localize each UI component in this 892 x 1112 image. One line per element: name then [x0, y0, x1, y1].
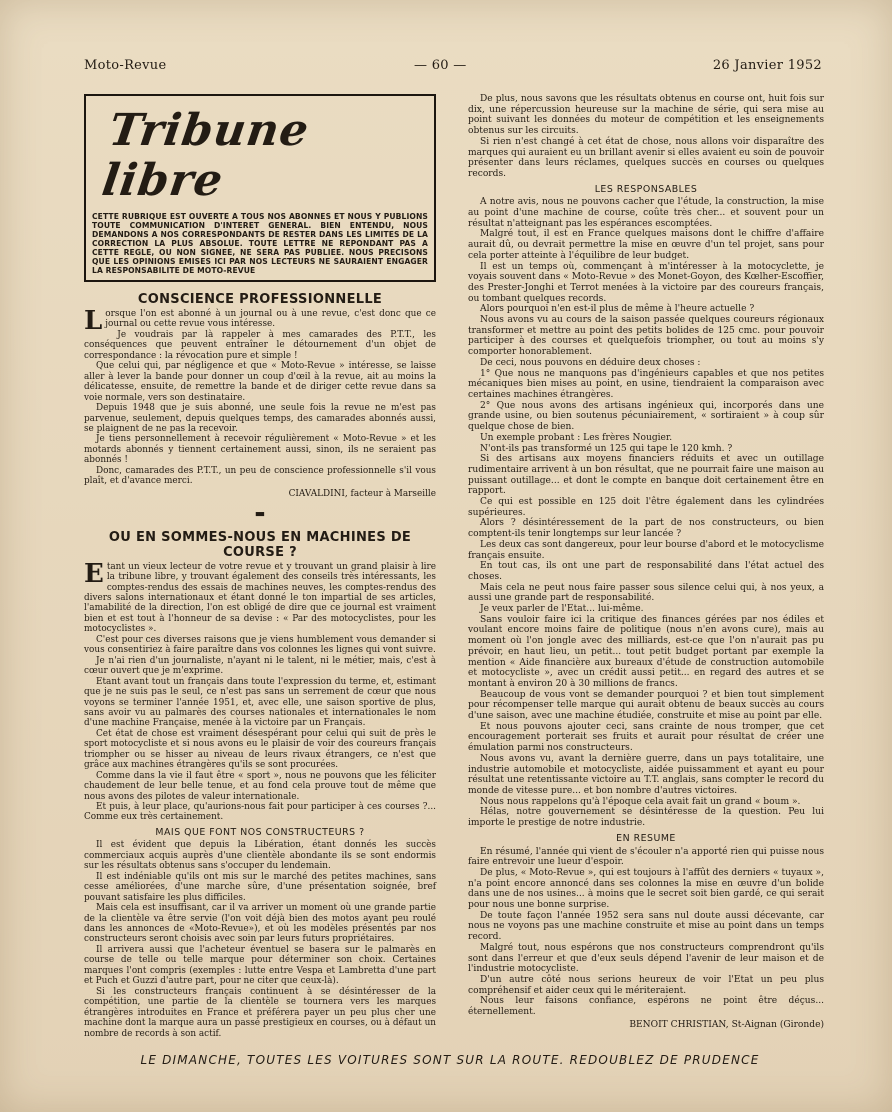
paragraph: Mais cela ne peut nous faire passer sous silence celui qui, à nos yeux, a aussi une grande part de responsabilité.	[468, 582, 824, 604]
paragraph: De toute façon l'année 1952 sera sans nul doute aussi décevante, car nous ne voyons pas une machine construite et mise au point dans un temps record.	[468, 910, 824, 943]
page-number: — 60 —	[414, 58, 467, 73]
paragraph: Hélas, notre gouvernement se désintéresse de la question. Peu lui importe le prestige de notre industrie.	[468, 807, 824, 829]
article2-title: OU EN SOMMES-NOUS EN MACHINES DE COURSE ?	[108, 529, 412, 560]
paragraph: De plus, « Moto-Revue », qui est toujours à l'affût des derniers « tuyaux », n'a point encore annoncé dans ses colonnes la mise en œuvre d'un bolide dans une de nos usines... à moins que le secret soit bien gardé, ce qui serait pour nous une bonne surprise.	[468, 867, 824, 911]
paragraph: Comme dans la vie il faut être « sport », nous ne pouvons que les féliciter chaudement de leur belle tenue, et au fond cela prouve tout de même que nous avons des pilotes de valeur internationale.	[84, 770, 436, 802]
paragraph: Etant un vieux lecteur de votre revue et y trouvant un grand plaisir à lire la tribune libre, y trouvant également des conseils très intéressants, les comptes-rendus des essais de machines neuves, les comptes-rendus des divers salons internationaux et étant donné le ton impartial de ses articles, l'amabilité de la direction, l'on est obligé de dire que ce journal est vraiment bien et est tout à l'honneur de sa devise : « Par des motocyclistes, pour les motocyclistes ».	[84, 558, 436, 635]
paragraph: Depuis 1948 que je suis abonné, une seule fois la revue ne m'est pas parvenue, seulement, depuis quelques temps, des camarades abonnés aussi, se plaignent de ne pas la recevoir.	[84, 403, 436, 434]
paragraph: Nous nous rappelons qu'à l'époque cela avait fait un grand « boum ».	[480, 796, 801, 807]
article1-title: CONSCIENCE PROFESSIONNELLE	[137, 292, 383, 307]
paragraph: Lorsque l'on est abonné à un journal ou à une revue, c'est donc que ce journal ou cette revue vous intéresse.	[84, 306, 436, 336]
paragraph: De ceci, nous pouvons en déduire deux choses :	[480, 357, 701, 368]
paragraph: Si les constructeurs français continuent à se désintéresser de la compétition, une partie de la clientèle se tournera vers les marques étrangères introduites en France et préférera payer un peu plus cher une machine dont la marque aura un passé prestigieux en courses, ou à défaut un nombre de records à son actif.	[84, 986, 436, 1039]
article1-signature: CIAVALDINI, facteur à Marseille	[288, 488, 436, 499]
paragraph: De plus, nous savons que les résultats obtenus en course ont, huit fois sur dix, une répercussion heureuse sur la machine de série, qui sera mise au point suivant les données du moteur de compétition et les enseignements obtenus sur les circuits.	[468, 94, 824, 137]
subheading: MAIS QUE FONT NOS CONSTRUCTEURS ?	[155, 826, 365, 838]
right-column	[468, 94, 824, 1030]
paragraph: Beaucoup de vous vont se demander pourquoi ? et bien tout simplement pour récompenser telle marque qui aurait obtenu de beaux succès au cours d'une saison, avec une machine étudiée, construite et mise au point par elle.	[468, 689, 824, 722]
paragraph: Je veux parler de l'Etat... lui-même.	[480, 604, 644, 615]
paragraph: Malgré tout, il est en France quelques maisons dont le chiffre d'affaire aurait dû, ou devrait permettre la mise en œuvre d'un tel projet, sans pour cela porter atteinte à l'équilibre de leur budget.	[468, 229, 824, 261]
paragraph: Il est évident que depuis la Libération, étant donnés les succès commerciaux acquis auprès d'une clientèle abondante ils se sont endormis sur les résultats obtenus sans s'occuper du lendemain.	[84, 840, 436, 872]
footer-slogan: LE DIMANCHE, TOUTES LES VOITURES SONT SUR LA ROUTE. REDOUBLEZ DE PRUDENCE	[140, 1053, 760, 1067]
paragraph: 1° Que nous ne manquons pas d'ingénieurs capables et que nos petites mécaniques bien mises au point, en usine, tiendraient la comparaison avec certaines machines étrangères.	[468, 368, 824, 400]
paragraph: Sans vouloir faire ici la critique des finances gérées par nos édiles et voulant encore moins faire de politique (nous n'en avons cure), mais au moment où l'on jongle avec des milliards, est-ce que l'on n'aurait pas pu prévoir, en haut lieu, un petit... tout petit budget portant par exemple la mention « Aide financière aux bureaux d'étude de construction automobile et motocycliste », avec un crédit aussi petit... en regard des autres et se montant à environ 20 à 30 millions de francs.	[468, 614, 824, 689]
paragraph: A notre avis, nous ne pouvons cacher que l'étude, la construction, la mise au point d'une machine de course, coûte très cher... et souvent pour un résultat n'atteignant pas les espérances escomptées.	[468, 197, 824, 229]
paragraph: 2° Que nous avons des artisans ingénieux qui, incorporés dans une grande usine, ou bien soutenus pécuniairement, « sortiraient » à coup sûr quelque chose de bien.	[468, 400, 824, 433]
paragraph: Je n'ai rien d'un journaliste, n'ayant ni le talent, ni le métier, mais, c'est à cœur ouvert que je m'exprime.	[84, 655, 436, 677]
paragraph: Il est indéniable qu'ils ont mis sur le marché des petites machines, sans cesse améliorées, d'une marche sûre, d'une présentation soignée, bref pouvant satisfaire les plus difficiles.	[84, 871, 436, 903]
article2-body	[84, 558, 436, 1039]
paragraph: Si rien n'est changé à cet état de chose, nous allons voir disparaître des marques qui auraient eu un brillant avenir si elles avaient eu soin de pouvoir présenter dans leurs réclames, quelques succès en courses ou quelques records.	[468, 136, 824, 179]
paragraph: D'un autre côté nous serions heureux de voir l'Etat un peu plus compréhensif et aider ceux qui le mériteraient.	[468, 974, 824, 996]
article1-body	[84, 306, 436, 499]
paragraph: Il est un temps où, commençant à m'intéresser à la motocyclette, je voyais souvent dans « Moto-Revue » des Monet-Goyon, des Kœlher-Escoffier, des Prester-Jonghi et Terrot menées à la victoire par des coureurs français, ou tombant quelques records.	[468, 261, 824, 304]
section-notice: CETTE RUBRIQUE EST OUVERTE A TOUS NOS ABONNES ET NOUS Y PUBLIONS TOUTE COMMUNICATION D'INTERET GENERAL. BIEN ENTENDU, NOUS DEMANDONS A NOS CORRESPONDANTS DE RESTER DANS LES LIMITES DE LA CORRECTION LA PLUS ABSOLUE. TOUTE LETTRE NE REPONDANT PAS A CETTE REGLE, OU NON SIGNEE, NE SERA PAS PUBLIEE. NOUS PRECISONS QUE LES OPINIONS EMISES ICI PAR NOS LECTEURS NE SAURAIENT ENGAGER LA RESPONSABILITE DE MOTO-REVUE	[92, 212, 428, 275]
paragraph: Les deux cas sont dangereux, pour leur bourse d'abord et le motocyclisme français ensuite.	[468, 539, 824, 561]
paragraph: Un exemple probant : Les frères Nougier.	[480, 432, 673, 443]
paragraph: Alors ? désintéressement de la part de nos constructeurs, ou bien comptent-ils tenir longtemps sur leur lancée ?	[468, 518, 824, 540]
separator-ornament: ▬	[254, 507, 266, 521]
subheading: LES RESPONSABLES	[594, 183, 698, 195]
paragraph: Il arrivera aussi que l'acheteur éventuel se basera sur le palmarès en course de telle ou telle marque pour déterminer son choix. Certaines marques l'ont compris (exemples : lutte entre Vespa et Lambretta d'une part et Puch et Guzzi d'autre part, pour ne citer que ceux-là).	[84, 944, 436, 987]
paragraph: Je tiens personnellement à recevoir régulièrement « Moto-Revue » et les motards abonnés y tiennent certainement aussi, sinon, ils ne seraient pas abonnés !	[84, 434, 436, 466]
running-head	[84, 58, 822, 78]
paragraph: En résumé, l'année qui vient de s'écouler n'a apporté rien qui puisse nous faire entrevoir une lueur d'espoir.	[468, 846, 824, 868]
paragraph: Ce qui est possible en 125 doit l'être également dans les cylindrées supérieures.	[468, 497, 824, 518]
paragraph: Mais cela est insuffisant, car il va arriver un moment où une grande partie de la clientèle va être servie (l'on voit déjà bien des motos ayant peu roulé dans les annonces de «Moto-Revue»), et où les modèles présentés par nos constructeurs seront choisis avec soin par leurs futurs propriétaires.	[84, 903, 436, 945]
paragraph: Nous leur faisons confiance, espérons ne point être déçus... éternellement.	[468, 996, 824, 1018]
paragraph: C'est pour ces diverses raisons que je viens humblement vous demander si vous consentiriez à faire paraître dans vos colonnes les lignes qui vont suivre.	[84, 634, 436, 656]
paragraph: En tout cas, ils ont une part de responsabilité dans l'état actuel des choses.	[468, 561, 824, 582]
paragraph: Nous avons vu au cours de la saison passée quelques coureurs régionaux transformer et mettre au point des petits bolides de 125 cmc. pour pouvoir participer à des courses et quelquefois triompher, ou tout au moins s'y comporter honorablement.	[468, 315, 824, 358]
issue-date: 26 Janvier 1952	[712, 58, 822, 73]
paragraph: N'ont-ils pas transformé un 125 qui tape le 120 kmh. ?	[480, 443, 733, 454]
tribune-libre-box	[84, 94, 436, 282]
paragraph: Etant avant tout un français dans toute l'expression du terme, et, estimant que je ne suis pas le seul, ce n'est pas sans un serrement de cœur que nous voyons se terminer l'année 1951, et, avec elle, une saison sportive de plus, sans avoir vu au palmarès des courses nationales et internationales le nom d'une machine Française, menée à la victoire par un Français.	[84, 676, 436, 729]
article2-signature: BENOIT CHRISTIAN, St-Aignan (Gironde)	[629, 1019, 824, 1030]
paragraph: Que celui qui, par négligence et que « Moto-Revue » intéresse, se laisse aller à lever la bande pour donner un coup d'œil à la revue, ait au moins la délicatesse, ensuite, de remettre la bande et de diriger cette revue dans sa voie normale, vers son destinataire.	[84, 361, 436, 403]
paragraph: Malgré tout, nous espérons que nos constructeurs comprendront qu'ils sont dans l'erreur et que d'eux seuls dépend l'avenir de leur maison et de l'industrie motocycliste.	[468, 942, 824, 975]
paragraph: Si des artisans aux moyens financiers réduits et avec un outillage rudimentaire arrivent à un bon résultat, que ne pourrait faire une maison au puissant outillage... et dont le compte en banque doit certainement être en rapport.	[468, 454, 824, 497]
paragraph: Et nous pouvons ajouter ceci, sans crainte de nous tromper, que cet encouragement porterait ses fruits et aurait pour résultat de créer une émulation parmi nos constructeurs.	[468, 721, 824, 754]
paragraph: Cet état de chose est vraiment désespérant pour celui qui suit de près le sport motocycliste et si nous avons eu le plaisir de voir des coureurs français triompher ou se hisser au niveau de leurs rivaux étrangers, ce n'est que grâce aux machines étrangères qu'ils se sont procurées.	[84, 728, 436, 771]
paragraph: Nous avons vu, avant la dernière guerre, dans un pays totalitaire, une industrie automobile et motocycliste, aidée puissamment et ayant eu pour résultat une retentissante victoire au T.T. anglais, sans compter le record du monde de vitesse pure... et bon nombre d'autres victoires.	[468, 753, 824, 796]
subheading: EN RESUME	[616, 832, 676, 844]
magazine-name: Moto-Revue	[84, 58, 167, 73]
paragraph: Alors pourquoi n'en est-il plus de même à l'heure actuelle ?	[480, 304, 755, 315]
paragraph: Je voudrais par là rappeler à mes camarades des P.T.T., les conséquences que peuvent entraîner le détournement d'un objet de correspondance : la révocation pure et simple !	[84, 329, 436, 361]
paragraph: Donc, camarades des P.T.T., un peu de conscience professionnelle s'il vous plaît, et d'avance merci.	[84, 465, 436, 487]
section-title: Tribune libre	[98, 105, 313, 206]
left-column	[84, 94, 436, 1039]
paragraph: Et puis, à leur place, qu'aurions-nous fait pour participer à ces courses ?... Comme eux très certainement.	[84, 802, 436, 823]
